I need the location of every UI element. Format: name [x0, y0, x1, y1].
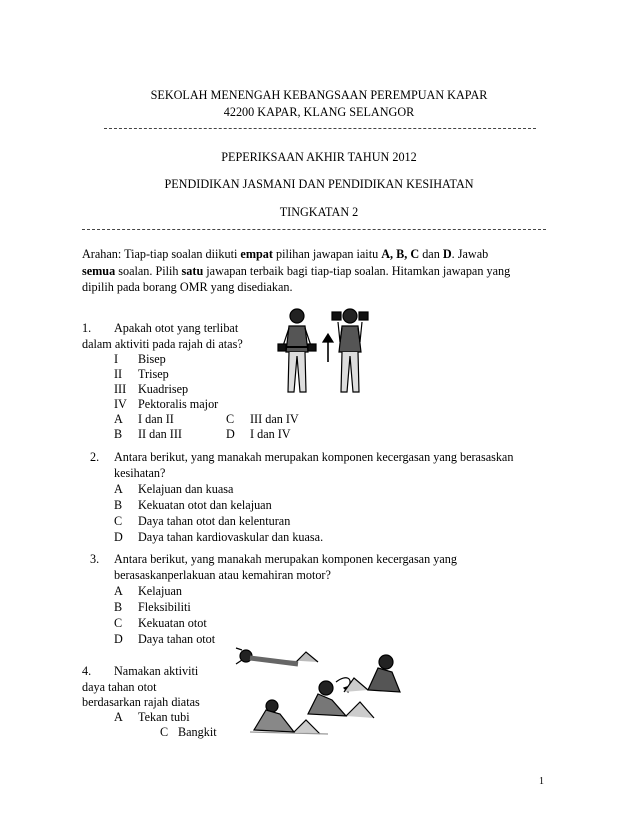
school-name: SEKOLAH MENENGAH KEBANGSAAN PEREMPUAN KAPAR — [150, 88, 488, 102]
exam-title: PEPERIKSAAN AKHIR TAHUN 2012 — [221, 150, 417, 164]
q2-text-1: Antara berikut, yang manakah merupakan komponen kecergasan yang berasaskan — [114, 450, 514, 464]
school-address: 42200 KAPAR, KLANG SELANGOR — [223, 105, 415, 119]
option-text: Kelajuan — [138, 584, 182, 598]
sit-up-figure — [228, 644, 412, 742]
q1-item: Bisep — [138, 352, 166, 366]
q1-text-1: Apakah otot yang terlibat — [114, 321, 239, 335]
q1-roman: IV — [114, 397, 127, 411]
option-text: Kekuatan otot dan kelajuan — [138, 498, 272, 512]
option-text: Kekuatan otot — [138, 616, 207, 630]
section-divider — [82, 229, 546, 231]
option-text: Tekan tubi — [138, 710, 190, 724]
q1-roman: I — [114, 352, 119, 366]
option-text: Daya tahan otot dan kelenturan — [138, 514, 291, 528]
subject-title: PENDIDIKAN JASMANI DAN PENDIDIKAN KESIHATAN — [164, 177, 474, 191]
instruction-line-3: dipilih pada borang OMR yang disediakan. — [82, 280, 293, 294]
q1-item: Kuadrisep — [138, 382, 189, 396]
option-text: III dan IV — [250, 412, 299, 426]
option-key: C — [226, 412, 235, 426]
q2-number: 2. — [90, 450, 100, 464]
q3-number: 3. — [90, 552, 100, 566]
option-text: I dan IV — [250, 427, 291, 441]
option-text: Kelajuan dan kuasa — [138, 482, 234, 496]
bicep-curl-figure — [270, 302, 376, 400]
option-key: D — [114, 530, 123, 544]
option-text: II dan III — [138, 427, 182, 441]
q2-text-2: kesihatan? — [114, 466, 166, 480]
option-key: D — [114, 632, 123, 646]
page-number: 1 — [539, 776, 544, 787]
q1-number: 1. — [82, 321, 92, 335]
option-key: A — [114, 584, 123, 598]
q3-text-2: berasaskanperlakuan atau kemahiran motor? — [114, 568, 331, 582]
header-divider — [104, 128, 536, 130]
q4-text-2: daya tahan otot — [82, 680, 157, 694]
option-key: A — [114, 710, 123, 724]
instruction-line-1: Arahan: Tiap-tiap soalan diikuti empat pilihan jawapan iaitu A, B, C dan D. Jawab — [82, 247, 489, 261]
option-text: Daya tahan kardiovaskular dan kuasa. — [138, 530, 324, 544]
instruction-line-2: semua soalan. Pilih satu jawapan terbaik bagi tiap-tiap soalan. Hitamkan jawapan yang — [82, 264, 511, 278]
option-text: I dan II — [138, 412, 174, 426]
q1-roman: III — [114, 382, 127, 396]
option-text: Fleksibiliti — [138, 600, 191, 614]
option-key: C — [160, 725, 169, 739]
option-key: C — [114, 616, 123, 630]
option-key: D — [226, 427, 235, 441]
q1-item: Trisep — [138, 367, 169, 381]
q4-number: 4. — [82, 664, 92, 678]
option-key: B — [114, 498, 123, 512]
option-text: Daya tahan otot — [138, 632, 216, 646]
form-title: TINGKATAN 2 — [279, 205, 359, 219]
option-key: C — [114, 514, 123, 528]
q4-text-3: berdasarkan rajah diatas — [82, 695, 200, 709]
q1-roman: II — [114, 367, 123, 381]
q1-item: Pektoralis major — [138, 397, 219, 411]
option-key: B — [114, 600, 123, 614]
q1-text-2: dalam aktiviti pada rajah di atas? — [82, 337, 243, 351]
q3-text-1: Antara berikut, yang manakah merupakan komponen kecergasan yang — [114, 552, 457, 566]
option-key: A — [114, 482, 123, 496]
option-key: A — [114, 412, 123, 426]
option-text: Bangkit — [178, 725, 217, 739]
option-key: B — [114, 427, 123, 441]
q4-text-1: Namakan aktiviti — [114, 664, 199, 678]
